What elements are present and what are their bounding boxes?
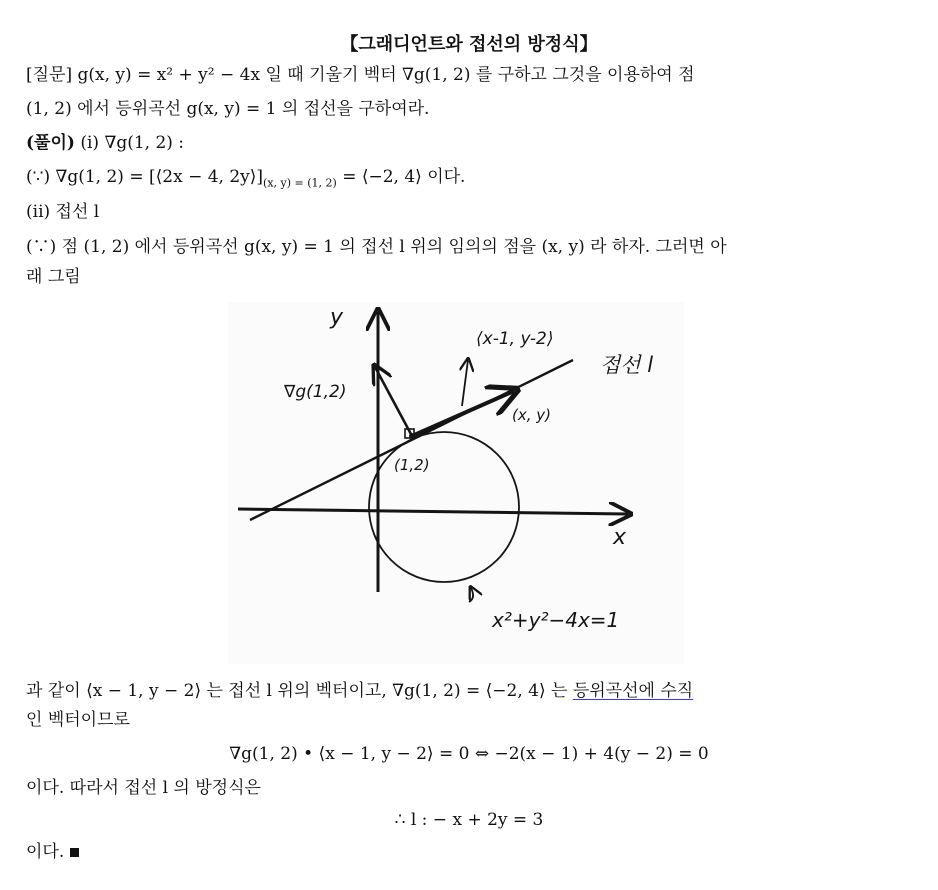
after-figure-line-1	[26, 679, 693, 703]
vector-translation-arrow	[462, 360, 468, 406]
question-line-2: (1, 2) 에서 등위곡선 g(x, y) = 1 의 접선을 구하여라.	[26, 99, 430, 119]
after-figure-line-2: 인 벡터이므로	[26, 710, 130, 730]
question-line-1	[26, 63, 695, 87]
because-i	[26, 165, 465, 195]
result-equation: ∴ l : − x + 2y = 3	[394, 810, 544, 830]
point-label: (1,2)	[394, 456, 430, 474]
tangent-label: 접선 l	[600, 353, 654, 377]
point-1-2	[409, 433, 415, 439]
y-axis-label: y	[330, 305, 344, 330]
after-figure-text: 과 같이 ⟨x − 1, y − 2⟩ 는 접선 l 위의 벡터이고, ∇g(1, 2) = ⟨−2, 4⟩ 는	[26, 681, 573, 701]
because-i-post: = ⟨−2, 4⟩ 이다.	[336, 167, 466, 187]
xy-label: (x, y)	[512, 406, 551, 424]
tangent-figure	[228, 302, 684, 664]
vector-label: ⟨x-1, y-2⟩	[476, 329, 554, 349]
x-axis	[238, 509, 628, 514]
because-ii-line-1: (∵) 점 (1, 2) 에서 등위곡선 g(x, y) = 1 의 접선 l 위의 임의의 점을 (x, y) 라 하자. 그러면 아	[26, 237, 727, 257]
page-title: 【그래디언트와 접선의 방정식】	[340, 34, 598, 55]
step-ii: (ii) 접선 l	[26, 202, 100, 222]
figure-svg	[228, 302, 684, 664]
because-i-sub: (x, y) = (1, 2)	[263, 176, 337, 190]
because-i-pre: (∵) ∇g(1, 2) = [⟨2x − 4, 2y⟩]	[26, 167, 264, 187]
x-axis-label: x	[613, 525, 627, 550]
qed-mark	[70, 848, 79, 857]
gradient-arrow	[375, 367, 412, 436]
step-i: (i) ∇g(1, 2) :	[80, 133, 185, 153]
curve-label: x²+y²−4x=1	[492, 608, 620, 632]
final-text: 이다.	[26, 842, 65, 862]
therefore-line: 이다. 따라서 접선 l 의 방정식은	[26, 778, 261, 798]
solution-header	[26, 131, 184, 155]
question-label: [질문]	[26, 65, 73, 85]
final-line	[26, 840, 79, 864]
gradient-label: ∇g(1,2)	[284, 382, 347, 402]
dot-product-equation: ∇g(1, 2) • ⟨x − 1, y − 2⟩ = 0 ⇔ −2(x − 1) + 4(y − 2) = 0	[229, 744, 709, 764]
curve-pointer-arrow	[469, 588, 473, 602]
level-curve-link[interactable]: 등위곡선에 수직	[572, 681, 694, 701]
level-curve	[369, 432, 519, 582]
question-text-1: g(x, y) = x² + y² − 4x 일 때 기울기 벡터 ∇g(1, 2) 를 구하고 그것을 이용하여 점	[77, 65, 695, 85]
solution-label: (풀이)	[26, 133, 75, 153]
because-ii-line-2: 래 그림	[26, 267, 81, 287]
